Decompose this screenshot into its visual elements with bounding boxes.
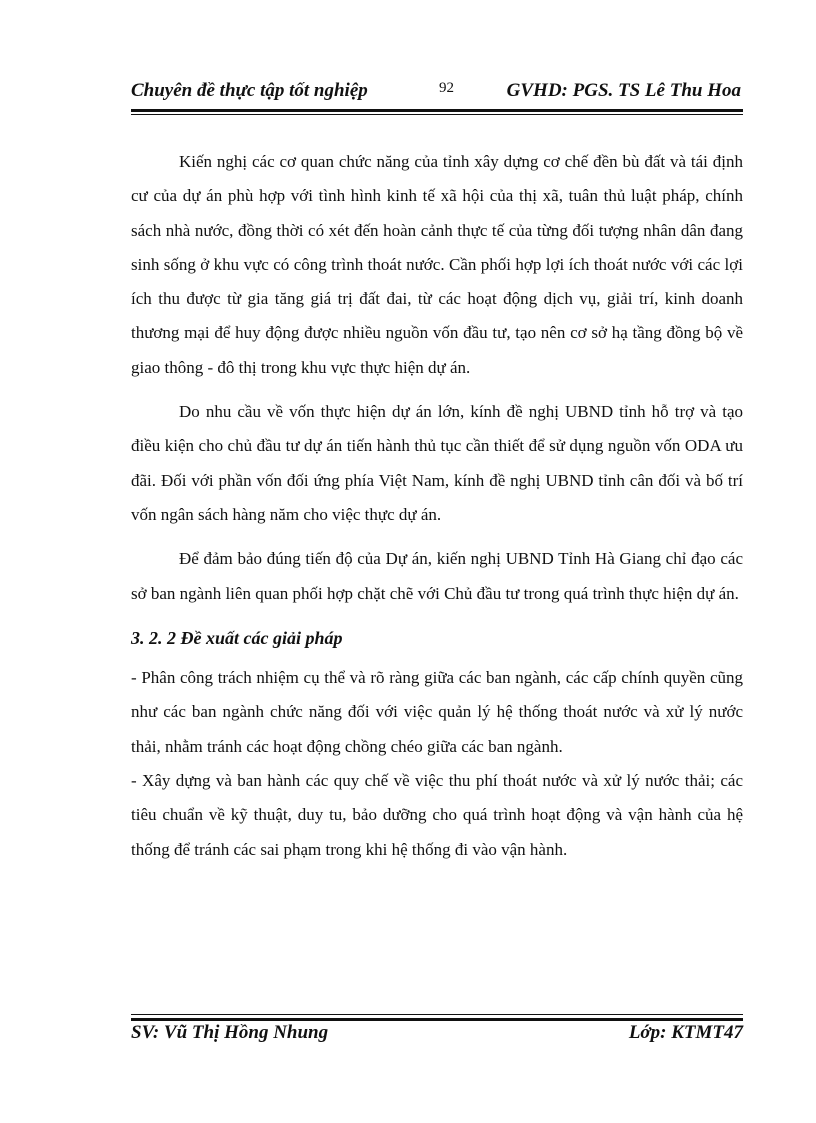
paragraph: Kiến nghị các cơ quan chức năng của tỉnh xây dựng cơ chế đền bù đất và tái định cư của dự án phù hợp với tình hình kinh tế xã hội của thị xã, tuân thủ luật pháp, chính sách nhà nước, đồng thời có xét đến hoàn cảnh thực tế của từng đối tượng nhân dân đang sinh sống ở khu vực có công trình thoát nước. Cần phối hợp lợi ích thoát nước với các lợi ích thu được từ gia tăng giá trị đất đai, từ các hoạt động dịch vụ, giải trí, kinh doanh thương mại để huy động được nhiều nguồn vốn đầu tư, tạo nên cơ sở hạ tầng đồng bộ về giao thông - đô thị trong khu vực thực hiện dự án. [131,152,743,377]
header-supervisor: GVHD: PGS. TS Lê Thu Hoa [506,80,741,101]
section-heading: 3. 2. 2 Đề xuất các giải pháp [131,627,343,648]
paragraph: Do nhu cầu về vốn thực hiện dự án lớn, kính đề nghị UBND tỉnh hỗ trợ và tạo điều kiện cho chủ đầu tư dự án tiến hành thủ tục cần thiết để sử dụng nguồn vốn ODA ưu đãi. Đối với phần vốn đối ứng phía Việt Nam, kính đề nghị UBND tỉnh cân đối và bố trí vốn ngân sách hàng năm cho việc thực dự án. [131,402,743,524]
paragraph: Để đảm bảo đúng tiến độ của Dự án, kiến nghị UBND Tỉnh Hà Giang chỉ đạo các sở ban ngành liên quan phối hợp chặt chẽ với Chủ đầu tư trong quá trình thực hiện dự án. [131,549,743,603]
header-rule-thick [131,109,743,112]
footer-rule-thick [131,1018,743,1021]
header-report-title: Chuyên đề thực tập tốt nghiệp [131,80,368,101]
document-body [131,145,743,867]
bullet-item: - Phân công trách nhiệm cụ thể và rõ ràng giữa các ban ngành, các cấp chính quyền cũng như các ban ngành chức năng đối với việc quản lý hệ thống thoát nước và xử lý nước thải, nhằm tránh các hoạt động chồng chéo giữa các ban ngành. [131,668,743,756]
page-footer [131,1022,743,1050]
footer-student-name: SV: Vũ Thị Hồng Nhung [131,1022,329,1043]
bullet-item: - Xây dựng và ban hành các quy chế về việc thu phí thoát nước và xử lý nước thải; các tiêu chuẩn về kỹ thuật, duy tu, bảo dưỡng cho quá trình hoạt động và vận hành của hệ thống để tránh các sai phạm trong khi hệ thống đi vào vận hành. [131,771,743,859]
header-rule-thin [131,114,743,115]
page-number: 92 [439,80,454,96]
footer-rule-thin [131,1014,743,1015]
footer-class: Lớp: KTMT47 [628,1022,743,1043]
page-header [131,80,741,108]
